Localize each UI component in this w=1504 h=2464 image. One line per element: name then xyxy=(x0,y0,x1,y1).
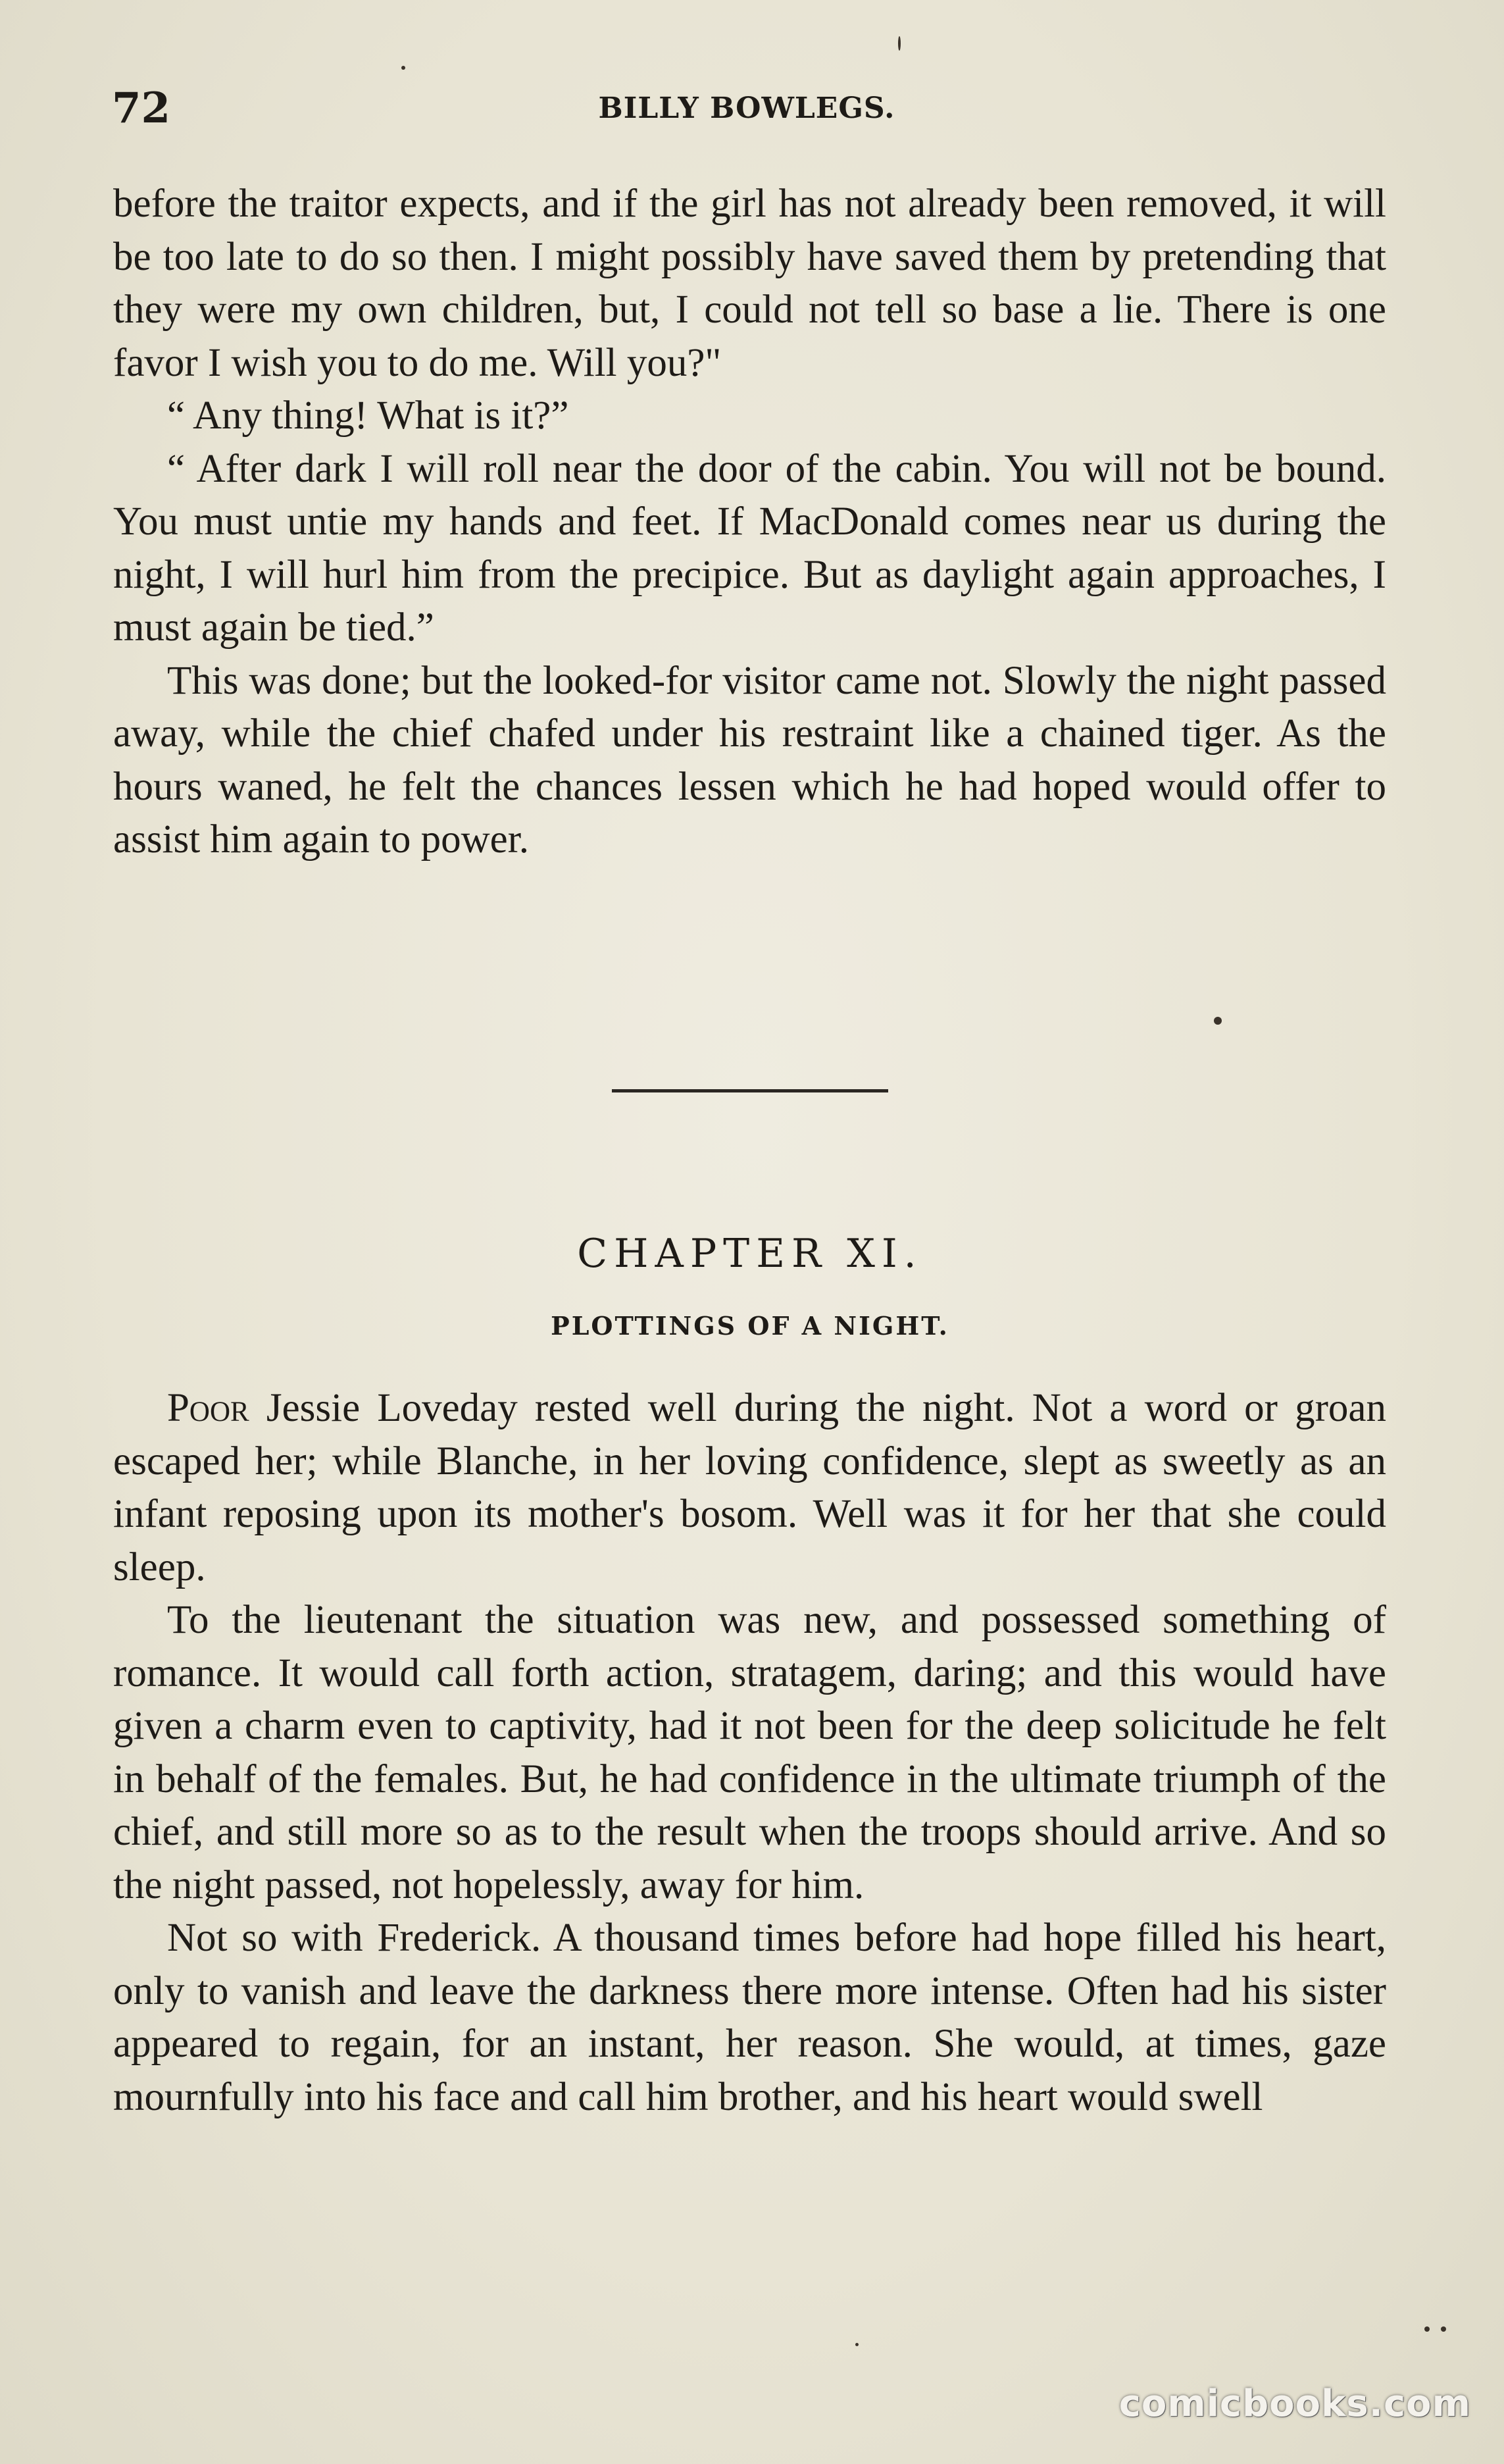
watermark: comicbooks.com xyxy=(1118,2382,1471,2425)
continued-text xyxy=(113,178,1386,867)
chapter-text xyxy=(113,1382,1386,2124)
page-header xyxy=(112,79,1382,138)
paragraph-dialogue-2: “ After dark I will roll near the door of the cabin. You will not be bound. You must untie my hands and feet. If MacDonald comes near us during the night, I will hurl him from the precipice. But as daylight again approaches, I must again be tied.” xyxy=(113,446,1386,650)
paragraph-narration: This was done; but the looked-for visitor came not. Slowly the night passed away, while the chief chafed under his restraint like a chained tiger. As the hours waned, he felt the chances lessen which he had hoped would offer to assist him again to power. xyxy=(113,658,1386,861)
ink-speck xyxy=(1214,1017,1222,1025)
page-number: 72 xyxy=(112,84,171,133)
ink-speck xyxy=(401,66,405,70)
chapter-paragraph-2: To the lieutenant the situation was new, and possessed something of romance. It would call forth action, stratagem, daring; and this would have given a charm even to captivity, had it not been for the deep solicitude he felt in behalf of the females. But, he had confidence in the ultimate triumph of the chief, and still more so as to the result when the troops should arrive. And so the night passed, not hopelessly, away for him. xyxy=(113,1598,1386,1907)
paragraph-continued: before the traitor expects, and if the girl has not already been removed, it will be too late to do so then. I might possibly have saved them by pretending that they were my own children, but, I could not tell so base a lie. There is one favor I wish you to do me. Will you?" xyxy=(113,182,1386,385)
ink-speck xyxy=(1441,2326,1446,2332)
ink-speck xyxy=(1424,2326,1430,2332)
chapter-paragraph-1 xyxy=(113,1382,1386,1594)
paragraph-dialogue-1: “ Any thing! What is it?” xyxy=(167,394,569,438)
section-divider xyxy=(612,1089,888,1092)
chapter-subtitle: PLOTTINGS OF A NIGHT. xyxy=(551,1311,949,1341)
ink-speck xyxy=(898,36,901,51)
chapter-paragraph-3: Not so with Frederick. A thousand times before had hope filled his heart, only to vanish and leave the darkness there more intense. Often had his sister appeared to regain, for an instant, her reason. She would, at times, gaze mournfully into his face and call him brother, and his heart would swell xyxy=(113,1916,1386,2119)
opening-paragraph-rest: Jessie Loveday rested well during the night. Not a word or groan escaped her; while Blanche, in her loving confidence, slept as sweetly as an infant reposing upon its mother's bosom. Well was it for her that she could sleep. xyxy=(113,1386,1386,1589)
opening-word: Poor xyxy=(167,1386,249,1430)
running-head: BILLY BOWLEGS. xyxy=(598,91,895,125)
chapter-title: CHAPTER XI. xyxy=(577,1231,923,1277)
ink-speck xyxy=(855,2343,859,2346)
